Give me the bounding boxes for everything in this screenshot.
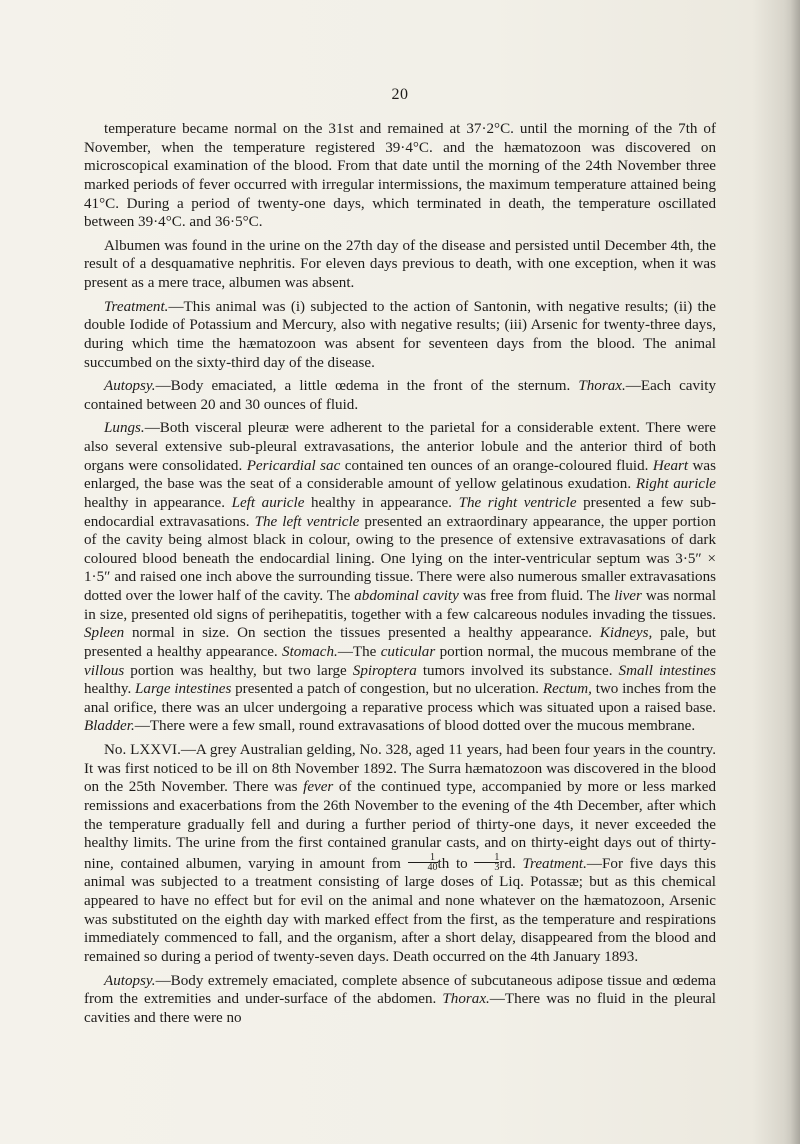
fraction-one-fortieth: $\frac{1}{40}$ xyxy=(408,853,438,872)
paragraph-autopsy: Autopsy.—Body emaciated, a little œdema in the front of the sternum. Thorax.—Each cavity contained between 20 and 30 ounces of fluid. xyxy=(84,378,716,413)
paragraph-temperature: temperature became normal on the 31st and remained at 37·2°C. until the morning of the 7th of November, when the temperature registered 39·4°C. and the hæmatozoon was discovered on microscopical examination of the blood. From that date until the morning of the 24th November three marked periods of fever occurred with irregular intermissions, the maximum temperature attained being 41°C. During a period of twenty-one days, which terminated in death, the temperature oscillated between 39·4°C. and 36·5°C. xyxy=(84,121,716,231)
page-number: 20 xyxy=(391,86,409,103)
paragraph-treatment: Treatment.—This animal was (i) subjected to the action of Santonin, with negative results; (ii) the double Iodide of Potassium and Mercury, also with negative results; (iii) Arsenic for twenty-three days, during which time the hæmatozoon was absent for seventeen days from the blood. The animal succumbed on the sixty-third day of the disease. xyxy=(84,298,716,371)
paragraph-lungs: Lungs.—Both visceral pleuræ were adherent to the parietal for a considerable extent. There were also several extensive sub-pleural extravasations, the anterior lobule and the anterior third of both organs were consolidated. Pericardial sac contained ten ounces of an orange-coloured fluid. Heart was enlarged, the base was the seat of a considerable amount of yellow gelatinous exudation. Right auricle healthy in appearance. Left auricle healthy in appearance. The right ventricle presented a few sub-endocardial extravasations. The left ventricle presented an extraordinary appearance, the upper portion of the cavity being almost black in colour, owing to the presence of extensive extravasations of dark coloured blood beneath the endocardial lining. One lying on the inter-ventricular septum was 3·5″ × 1·5″ and raised one inch above the surrounding tissue. There were also numerous smaller extravasations dotted over the lower half of the cavity. The abdominal cavity was free from fluid. The liver was normal in size, presented old signs of perihepatitis, together with a few calcareous nodules invading the tissues. Spleen normal in size. On section the tissues presented a healthy appearance. Kidneys, pale, but presented a healthy appearance. Stomach.—The cuticular portion normal, the mucous membrane of the villous portion was healthy, but two large Spiroptera tumors involved its substance. Small intestines healthy. Large intestines presented a patch of congestion, but no ulceration. Rectum, two inches from the anal orifice, there was an ulcer undergoing a reparative process which was situated upon a raised base. Bladder.—There were a few small, round extravasations of blood dotted over the mucous membrane. xyxy=(84,420,717,735)
body-text xyxy=(84,120,716,1027)
heading-treatment: Treatment. xyxy=(104,298,169,315)
heading-thorax: Thorax. xyxy=(578,378,626,395)
paragraph-autopsy-2: Autopsy.—Body extremely emaciated, complete absence of subcutaneous adipose tissue and œdema from the extremities and under-surface of the abdomen. Thorax.—There was no fluid in the pleural cavities and there were no xyxy=(84,972,716,1026)
paragraph-case-lxxvi: No. LXXVI.—A grey Australian gelding, No. 328, aged 11 years, had been four years in the country. It was first noticed to be ill on 8th November 1892. The Surra hæmatozoon was discovered in the blood on the 25th November. There was fever of the continued type, accompanied by more or less marked remissions and exacerbations from the 26th November to the evening of the 4th December, after which the temperature gradually fell and during a further period of thirty-one days, it never exceeded the healthy limits. The urine from the first contained granular casts, and on thirty-eight days out of thirty-nine, contained albumen, varying in amount from $\frac{1}{40}$ th to $\frac{1}{3}$ rd. Treatment.—For five days this animal was subjected to a treatment consisting of large doses of Liq. Potassæ; but as this chemical appeared to have no effect but for evil on the animal and none whatever on the hæmatozoon, Arsenic was substituted on the eighth day with marked effect from the first, as the temperature and respirations immediately commenced to fall, and the organism, after a short delay, disappeared from the blood and remained so during a period of twenty-seven days. Death occurred on the 4th January 1893. xyxy=(84,742,716,965)
page-edge-shadow xyxy=(790,0,800,1144)
heading-autopsy: Autopsy. xyxy=(104,378,156,395)
paragraph-albumen: Albumen was found in the urine on the 27th day of the disease and persisted until December 4th, the result of a desquamative nephritis. For eleven days previous to death, with one exception, when it was present as a mere trace, albumen was absent. xyxy=(84,237,716,291)
fraction-one-third: $\frac{1}{3}$ xyxy=(474,853,499,872)
